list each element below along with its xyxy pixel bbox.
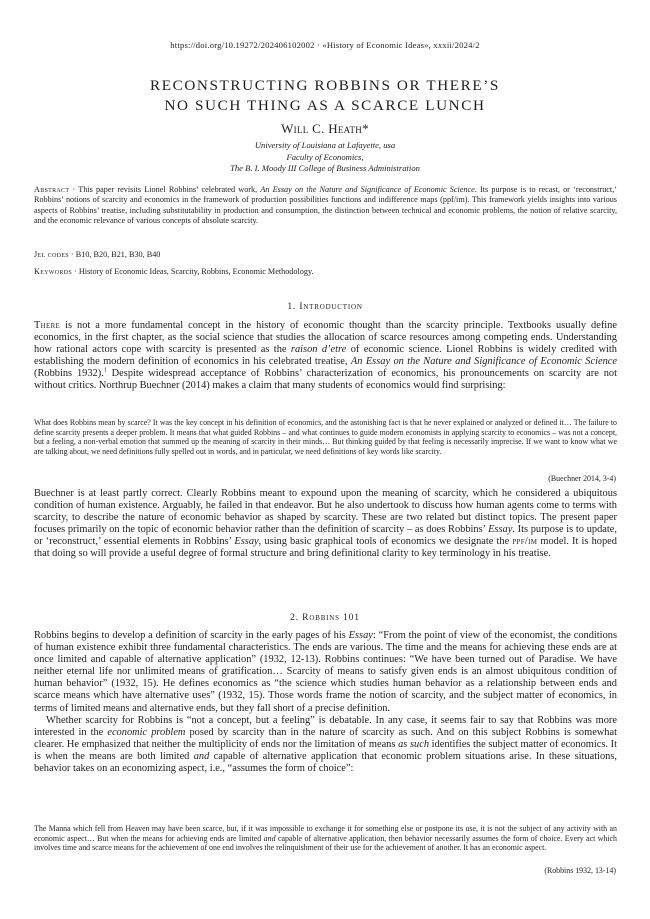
- affiliation-line-1: University of Louisiana at Lafayette, usa: [254, 140, 396, 150]
- quote-citation: (Buechner 2014, 3-4): [548, 474, 616, 483]
- paragraph-text: , using basic graphical tools of economics we designate the: [258, 536, 513, 548]
- italic-word: and: [193, 750, 210, 762]
- paragraph-text: (Robbins 1932).: [34, 368, 104, 380]
- jel-label: Jel codes: [34, 250, 69, 259]
- section-2-heading: 2. Robbins 101: [290, 612, 360, 623]
- quote-citation: (Robbins 1932, 13-14): [544, 866, 616, 875]
- running-head: https://doi.org/10.19272/202406102002 · «History of Economic Ideas», xxxii/2024/2: [170, 40, 480, 50]
- paragraph-text: Whether scarcity for Robbins is “not a concept, but a feeling” is debatable. In any case, it seems fair to say that Robbins was more interested in the: [34, 714, 617, 738]
- block-quote-robbins: [34, 824, 617, 853]
- italic-word: Essay: [234, 536, 259, 548]
- paragraph-text: . Its purpose is to update, or ‘reconstruct,’ essential elements in Robbins’: [34, 524, 617, 548]
- section-1-heading: 1. Introduction: [287, 301, 363, 312]
- italic-phrase: raison d’etre: [290, 344, 347, 356]
- paragraph-text: : “From the point of view of the economist, the conditions of human existence exhibit three fundamental characteristics. The ends are various. The time and the means for achieving these ends are at once limited and capable of alternative application” (1932, 12-13). Robbins continues: “We have been turned out of Paradise. We have neither eternal life nor unlimited means of gratification… Scarcity of means to satisfy given ends is an almost ubiquitous condition of human behavior” (1932, 15). He defines economics as “the science which studies human behavior as a relationship between ends and scarce means which have alternative uses” (1932, 15). Those words frame the notion of scarcity, and the subject matter of economics, in terms of limited means and alternative ends, but they fall short of a precise definition.: [34, 630, 618, 714]
- ppf-im-abbrev: ppf/im: [512, 536, 538, 548]
- section-2-paragraph-2: [34, 715, 617, 775]
- paper-title: [0, 76, 650, 116]
- italic-word: and: [263, 833, 276, 843]
- italic-phrase: economic problem: [107, 726, 186, 738]
- jel-values: B10, B20, B21, B30, B40: [75, 250, 161, 259]
- section-2-paragraphs: [34, 630, 617, 775]
- keywords: [34, 267, 617, 277]
- paragraph-text: capable of alternative application that economic problem situations arise. In these situations, behavior takes on an economizing aspect, i.e., “assumes the form of choice”:: [34, 750, 618, 775]
- abstract-label: Abstract: [34, 185, 70, 194]
- title-line-1: RECONSTRUCTING ROBBINS OR THERE’S: [150, 77, 500, 94]
- paragraph-text: posed by scarcity than in the nature of scarcity as such. And on this subject Robbins is somewhat clearer. He emphasized that neither the multiplicity of ends nor the limitation of means: [34, 726, 618, 750]
- affiliation-line-3: The B. I. Moody III College of Business Administration: [230, 163, 420, 173]
- title-line-2: NO SUCH THING AS A SCARCE LUNCH: [164, 97, 486, 114]
- paragraph-text: Despite widespread acceptance of Robbins’ characterization of economics, his pronouncements on scarcity are not without critics. Northrup Buechner (2014) makes a claim that many students of economics would find surprising:: [34, 368, 617, 392]
- section-1-paragraph-2: [34, 488, 617, 561]
- affiliation-line-2: Faculty of Economics,: [286, 151, 364, 162]
- abstract: [34, 185, 617, 226]
- footnote-marker[interactable]: 1: [103, 367, 107, 374]
- keywords-label: Keywords: [34, 267, 72, 276]
- author-name: Will C. Heath*: [281, 121, 369, 136]
- abstract-book-title: An Essay on the Nature and Significance of Economic Science: [260, 185, 475, 194]
- abstract-separator: ·: [69, 185, 79, 194]
- paragraph-text: is not a more fundamental concept in the history of economic thought than the scarcity principle. Textbooks usually define economics, in the first chapter, as the social science that studies the allocation of scarce resources among competing ends. Understanding how rational actors cope with scarcity is presented as the: [34, 320, 617, 356]
- paragraph-text: model. It is hoped that doing so will provide a useful degree of formal structure and bring definitional clarity to key terminology in his treatise.: [34, 536, 617, 560]
- keywords-separator: ·: [71, 267, 79, 276]
- section-2-paragraph-1: [34, 630, 617, 715]
- paragraph-text: of economic science. Lionel Robbins is widely credited with establishing the modern definition of economics in his celebrated treatise,: [34, 344, 617, 368]
- author-affiliation: [0, 140, 650, 175]
- paragraph-text: Buechner is at least partly correct. Clearly Robbins meant to expound upon the meaning of scarcity, which he considered a ubiquitous condition of human existence. Arguably, he failed in that endeavor. But he also undertook to discuss how human agents come to terms with scarcity, to describe the nature of economic behavior as shaped by scarcity. These are two related but distinct topics. The present paper focuses primarily on the topic of economic behavior rather than the definition of scarcity – as does Robbins’: [34, 488, 617, 536]
- section-1-paragraph-1: [34, 320, 617, 393]
- jel-separator: ·: [68, 250, 76, 259]
- jel-codes: [34, 250, 617, 260]
- abstract-text-1: This paper revisits Lionel Robbins’ celebrated work,: [78, 185, 261, 194]
- abstract-text-2: . Its purpose is to recast, or ‘reconstruct,’ Robbins’ notions of scarcity and economics in the framework of production possibilities functions and indifference maps (ppf/im). This framework yields insights into various aspects of Robbins’ treatise, including substitutability in production and consumption, the distinction between technical and economic problems, the notion of relative scarcity, and the economic relevance of various concepts of absolute scarcity.: [34, 185, 617, 225]
- book-title: An Essay on the Nature and Significance of Economic Science: [350, 356, 618, 368]
- italic-phrase: as such: [398, 738, 430, 750]
- keywords-text: History of Economic Ideas, Scarcity, Robbins, Economic Methodology.: [78, 267, 314, 276]
- italic-word: Essay: [488, 524, 513, 536]
- quote-text: The Manna which fell from Heaven may have been scarce, but, if it was impossible to exchange it for something else or postpone its use, it is not the subject of any activity with an economic aspect… But when the means for achieving ends are limited: [34, 824, 617, 843]
- quote-text: capable of alternative application, then behavior necessarily assumes the form of choice. Every act which involves time and scarce means for the achievement of one end involves the relinquishment of their use for the achievement of another. It has an economic aspect.: [34, 833, 617, 853]
- block-quote-buechner: What does Robbins mean by scarce? It was the key concept in his definition of economics, and the astonishing fact is that he never explained or analyzed or defined it… The failure to define scarcity presents a deeper problem. It means that what guided Robbins – and what continues to guide modern economists in applying scarcity to economics – was not a concept, but a feeling, a non-verbal emotion that summed up the meaning of scarcity in their minds… But thinking guided by that feeling is necessarily imprecise. If we want to know what we are talking about, we need definitions fully spelled out in words, and in particular, we need definitions of key words like scarcity.: [34, 418, 617, 456]
- paragraph-text: identifies the subject matter of economics. It is when the means are both limited: [34, 738, 617, 762]
- lead-word: There: [34, 320, 61, 331]
- paragraph-text: Robbins begins to develop a definition of scarcity in the early pages of his: [34, 630, 349, 641]
- italic-word: Essay: [348, 630, 373, 641]
